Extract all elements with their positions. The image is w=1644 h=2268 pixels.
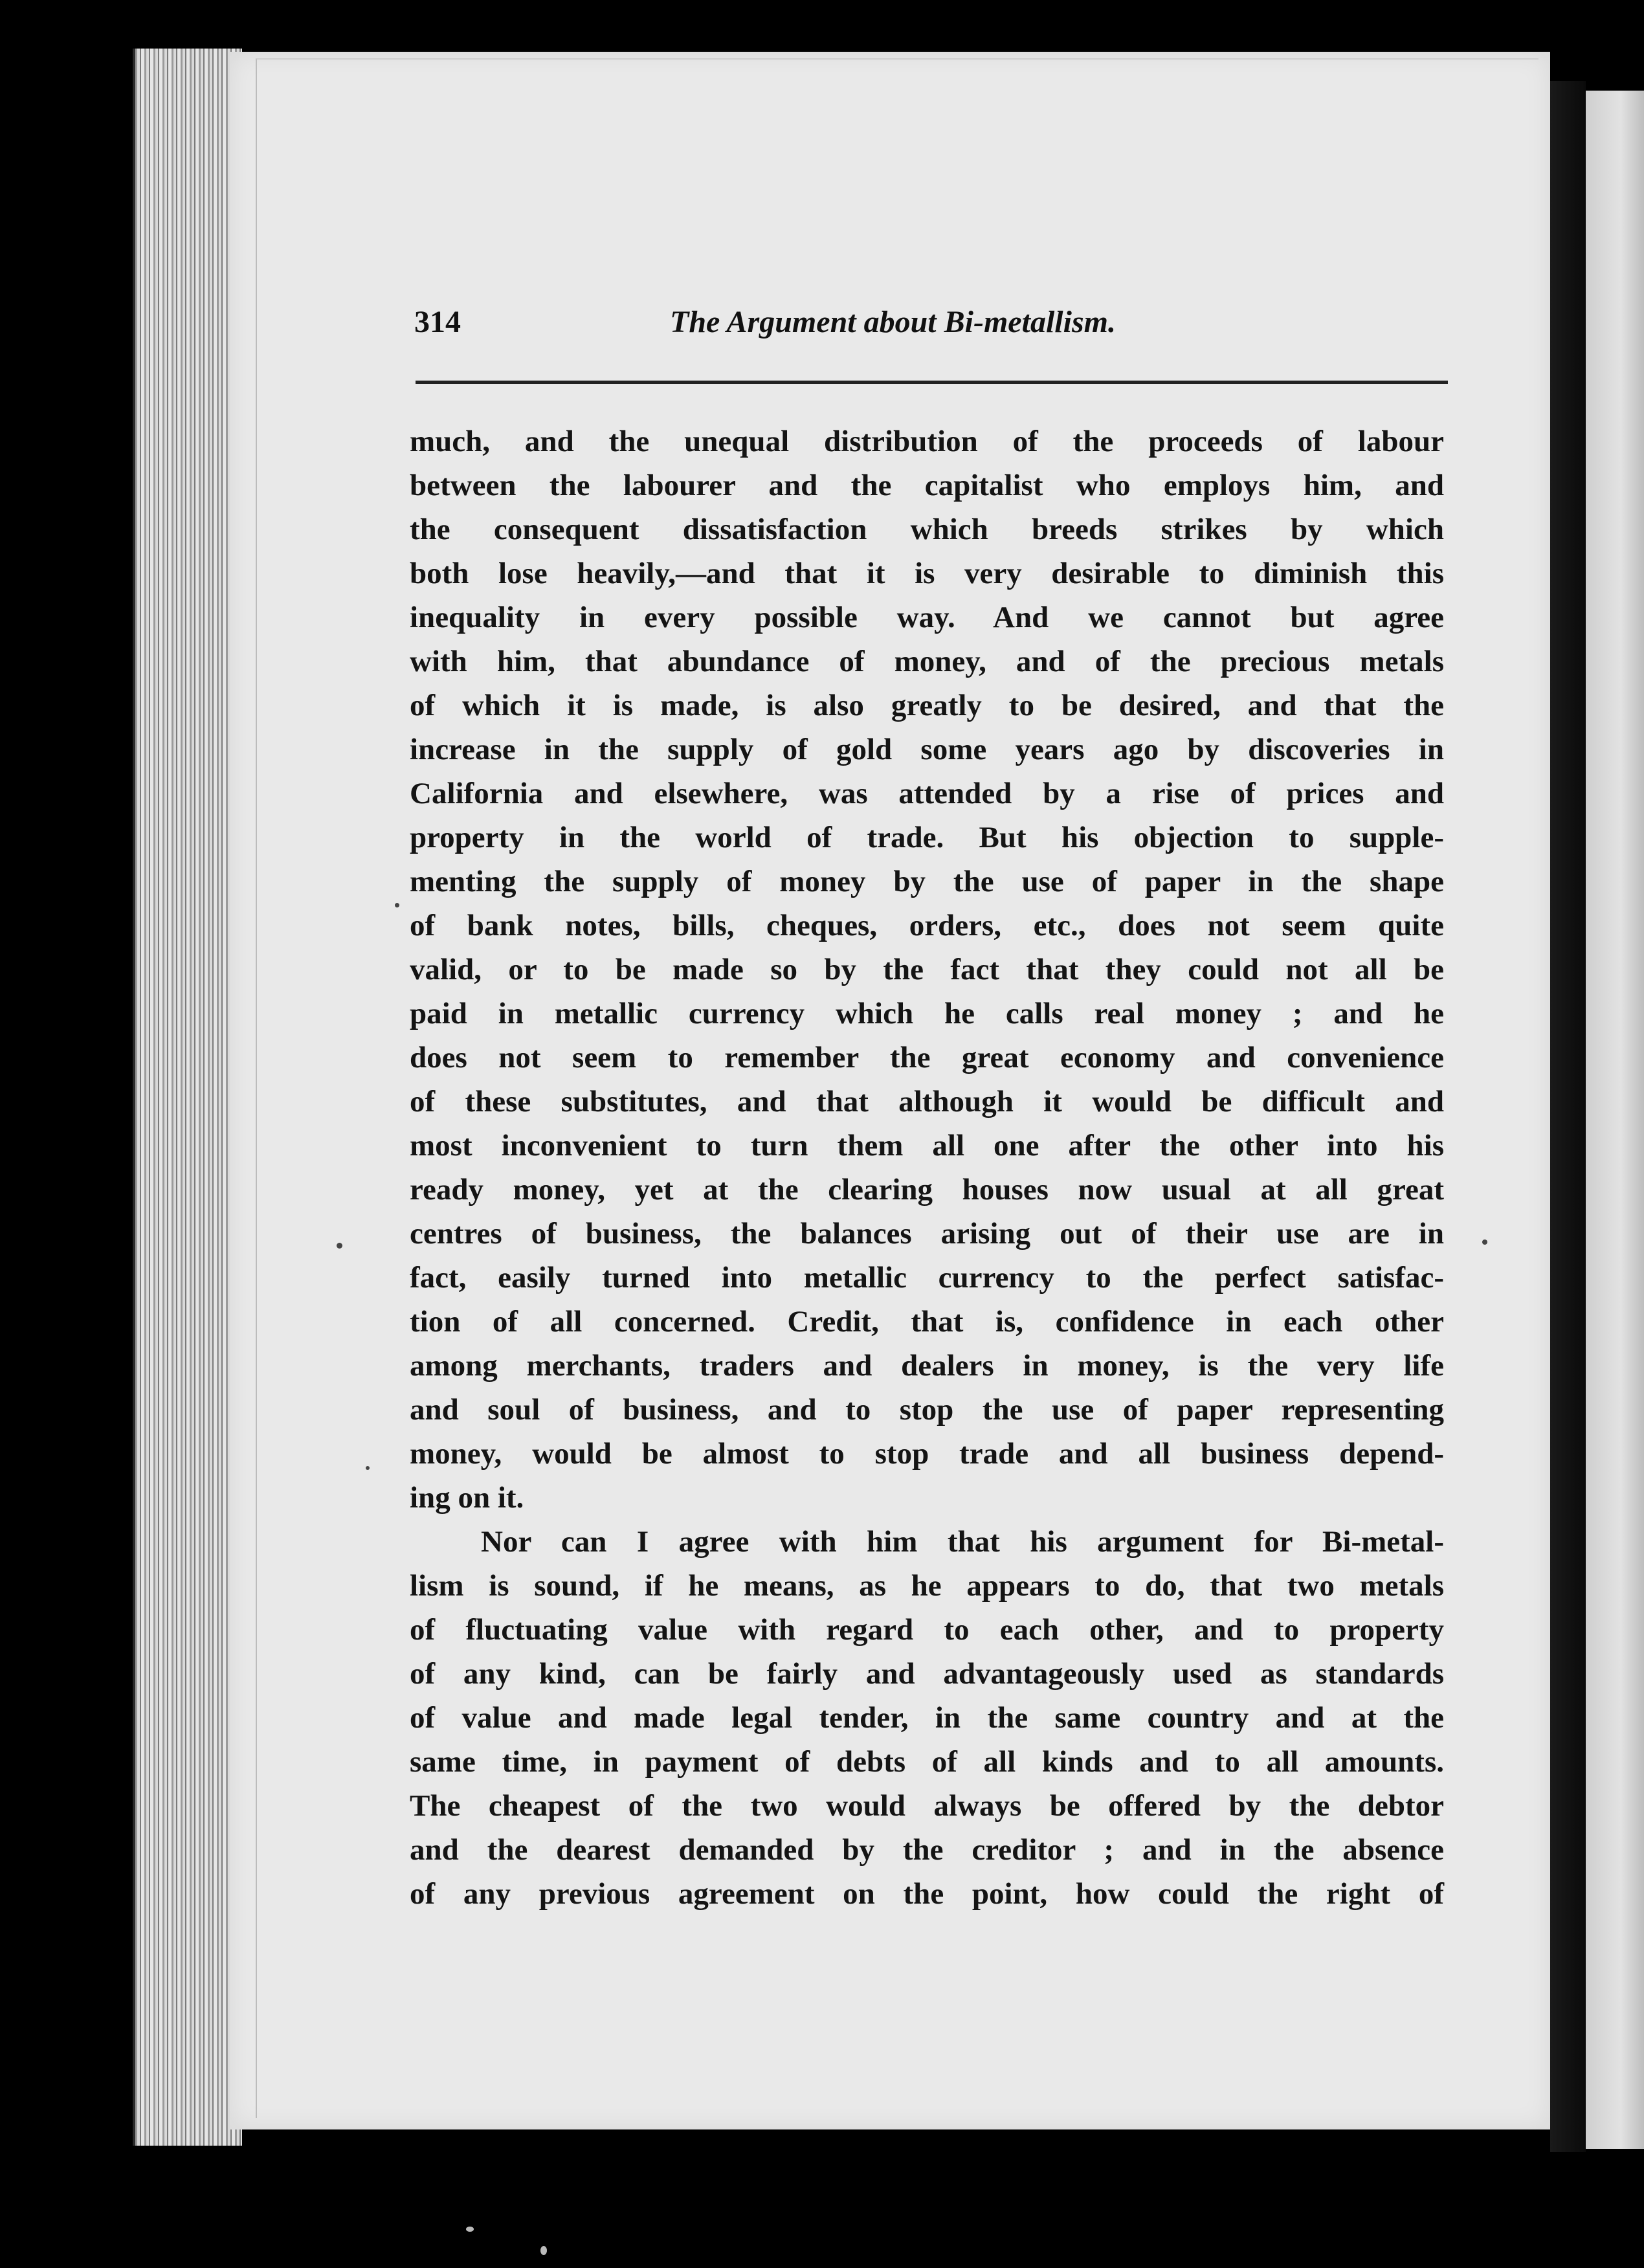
binding-shadow <box>1550 81 1586 2152</box>
text-line: same time, in payment of debts of all kinds and to all amounts. <box>410 1745 1444 1779</box>
text-line: of fluctuating value with regard to each other, and to property <box>410 1613 1444 1647</box>
header-rule <box>416 381 1448 384</box>
text-line: does not seem to remember the great economy and convenience <box>410 1041 1444 1074</box>
text-line: fact, easily turned into metallic currency to the perfect satisfac- <box>410 1261 1444 1295</box>
text-line: ing on it. <box>410 1481 524 1515</box>
text-line: inequality in every possible way. And we cannot but agree <box>410 601 1444 634</box>
text-line: and soul of business, and to stop the use of paper representing <box>410 1393 1444 1427</box>
scan-speck <box>540 2246 547 2255</box>
text-line: both lose heavily,—and that it is very desirable to diminish this <box>410 557 1444 590</box>
text-line: paid in metallic currency which he calls real money ; and he <box>410 997 1444 1030</box>
text-line: of bank notes, bills, cheques, orders, etc., does not seem quite <box>410 909 1444 942</box>
text-line: much, and the unequal distribution of the proceeds of labour <box>410 425 1444 458</box>
text-line: of these substitutes, and that although it would be difficult and <box>410 1085 1444 1118</box>
text-line: increase in the supply of gold some years ago by discoveries in <box>410 733 1444 766</box>
text-line: ready money, yet at the clearing houses now usual at all great <box>410 1173 1444 1206</box>
text-line: lism is sound, if he means, as he appears to do, that two metals <box>410 1569 1444 1603</box>
text-line: and the dearest demanded by the creditor ; and in the absence <box>410 1833 1444 1867</box>
text-line: centres of business, the balances arising out of their use are in <box>410 1217 1444 1251</box>
text-line: tion of all concerned. Credit, that is, confidence in each other <box>410 1305 1444 1339</box>
text-line: money, would be almost to stop trade and all business depend- <box>410 1437 1444 1471</box>
scan-speck <box>466 2227 474 2232</box>
page-number: 314 <box>414 305 461 339</box>
text-line: of any previous agreement on the point, how could the right of <box>410 1877 1444 1911</box>
text-line: menting the supply of money by the use of paper in the shape <box>410 865 1444 898</box>
scan-speck <box>366 1466 370 1470</box>
book-page-edges <box>133 49 242 2146</box>
scan-speck <box>1482 1240 1487 1245</box>
running-head <box>414 304 1450 356</box>
text-line: between the labourer and the capitalist who employs him, and <box>410 469 1444 502</box>
text-line: property in the world of trade. But his objection to supple- <box>410 821 1444 854</box>
text-line: most inconvenient to turn them all one after the other into his <box>410 1129 1444 1162</box>
scan-speck <box>395 903 399 907</box>
text-line: valid, or to be made so by the fact that they could not all be <box>410 953 1444 986</box>
body-text <box>410 419 1444 1916</box>
paragraph-first-line: Nor can I agree with him that his argument for Bi-metal- <box>481 1525 1444 1559</box>
text-line: of which it is made, is also greatly to be desired, and that the <box>410 689 1444 722</box>
text-line: the consequent dissatisfaction which breeds strikes by which <box>410 513 1444 546</box>
running-title: The Argument about Bi-metallism. <box>670 305 1116 339</box>
text-line: of value and made legal tender, in the same country and at the <box>410 1701 1444 1735</box>
facing-page-edge <box>1586 91 1644 2149</box>
text-line: of any kind, can be fairly and advantageously used as standards <box>410 1657 1444 1691</box>
scan-speck <box>337 1243 342 1249</box>
text-line: California and elsewhere, was attended by a rise of prices and <box>410 777 1444 810</box>
text-line: The cheapest of the two would always be offered by the debtor <box>410 1789 1444 1823</box>
text-line: with him, that abundance of money, and of the precious metals <box>410 645 1444 678</box>
text-line: among merchants, traders and dealers in money, is the very life <box>410 1349 1444 1383</box>
